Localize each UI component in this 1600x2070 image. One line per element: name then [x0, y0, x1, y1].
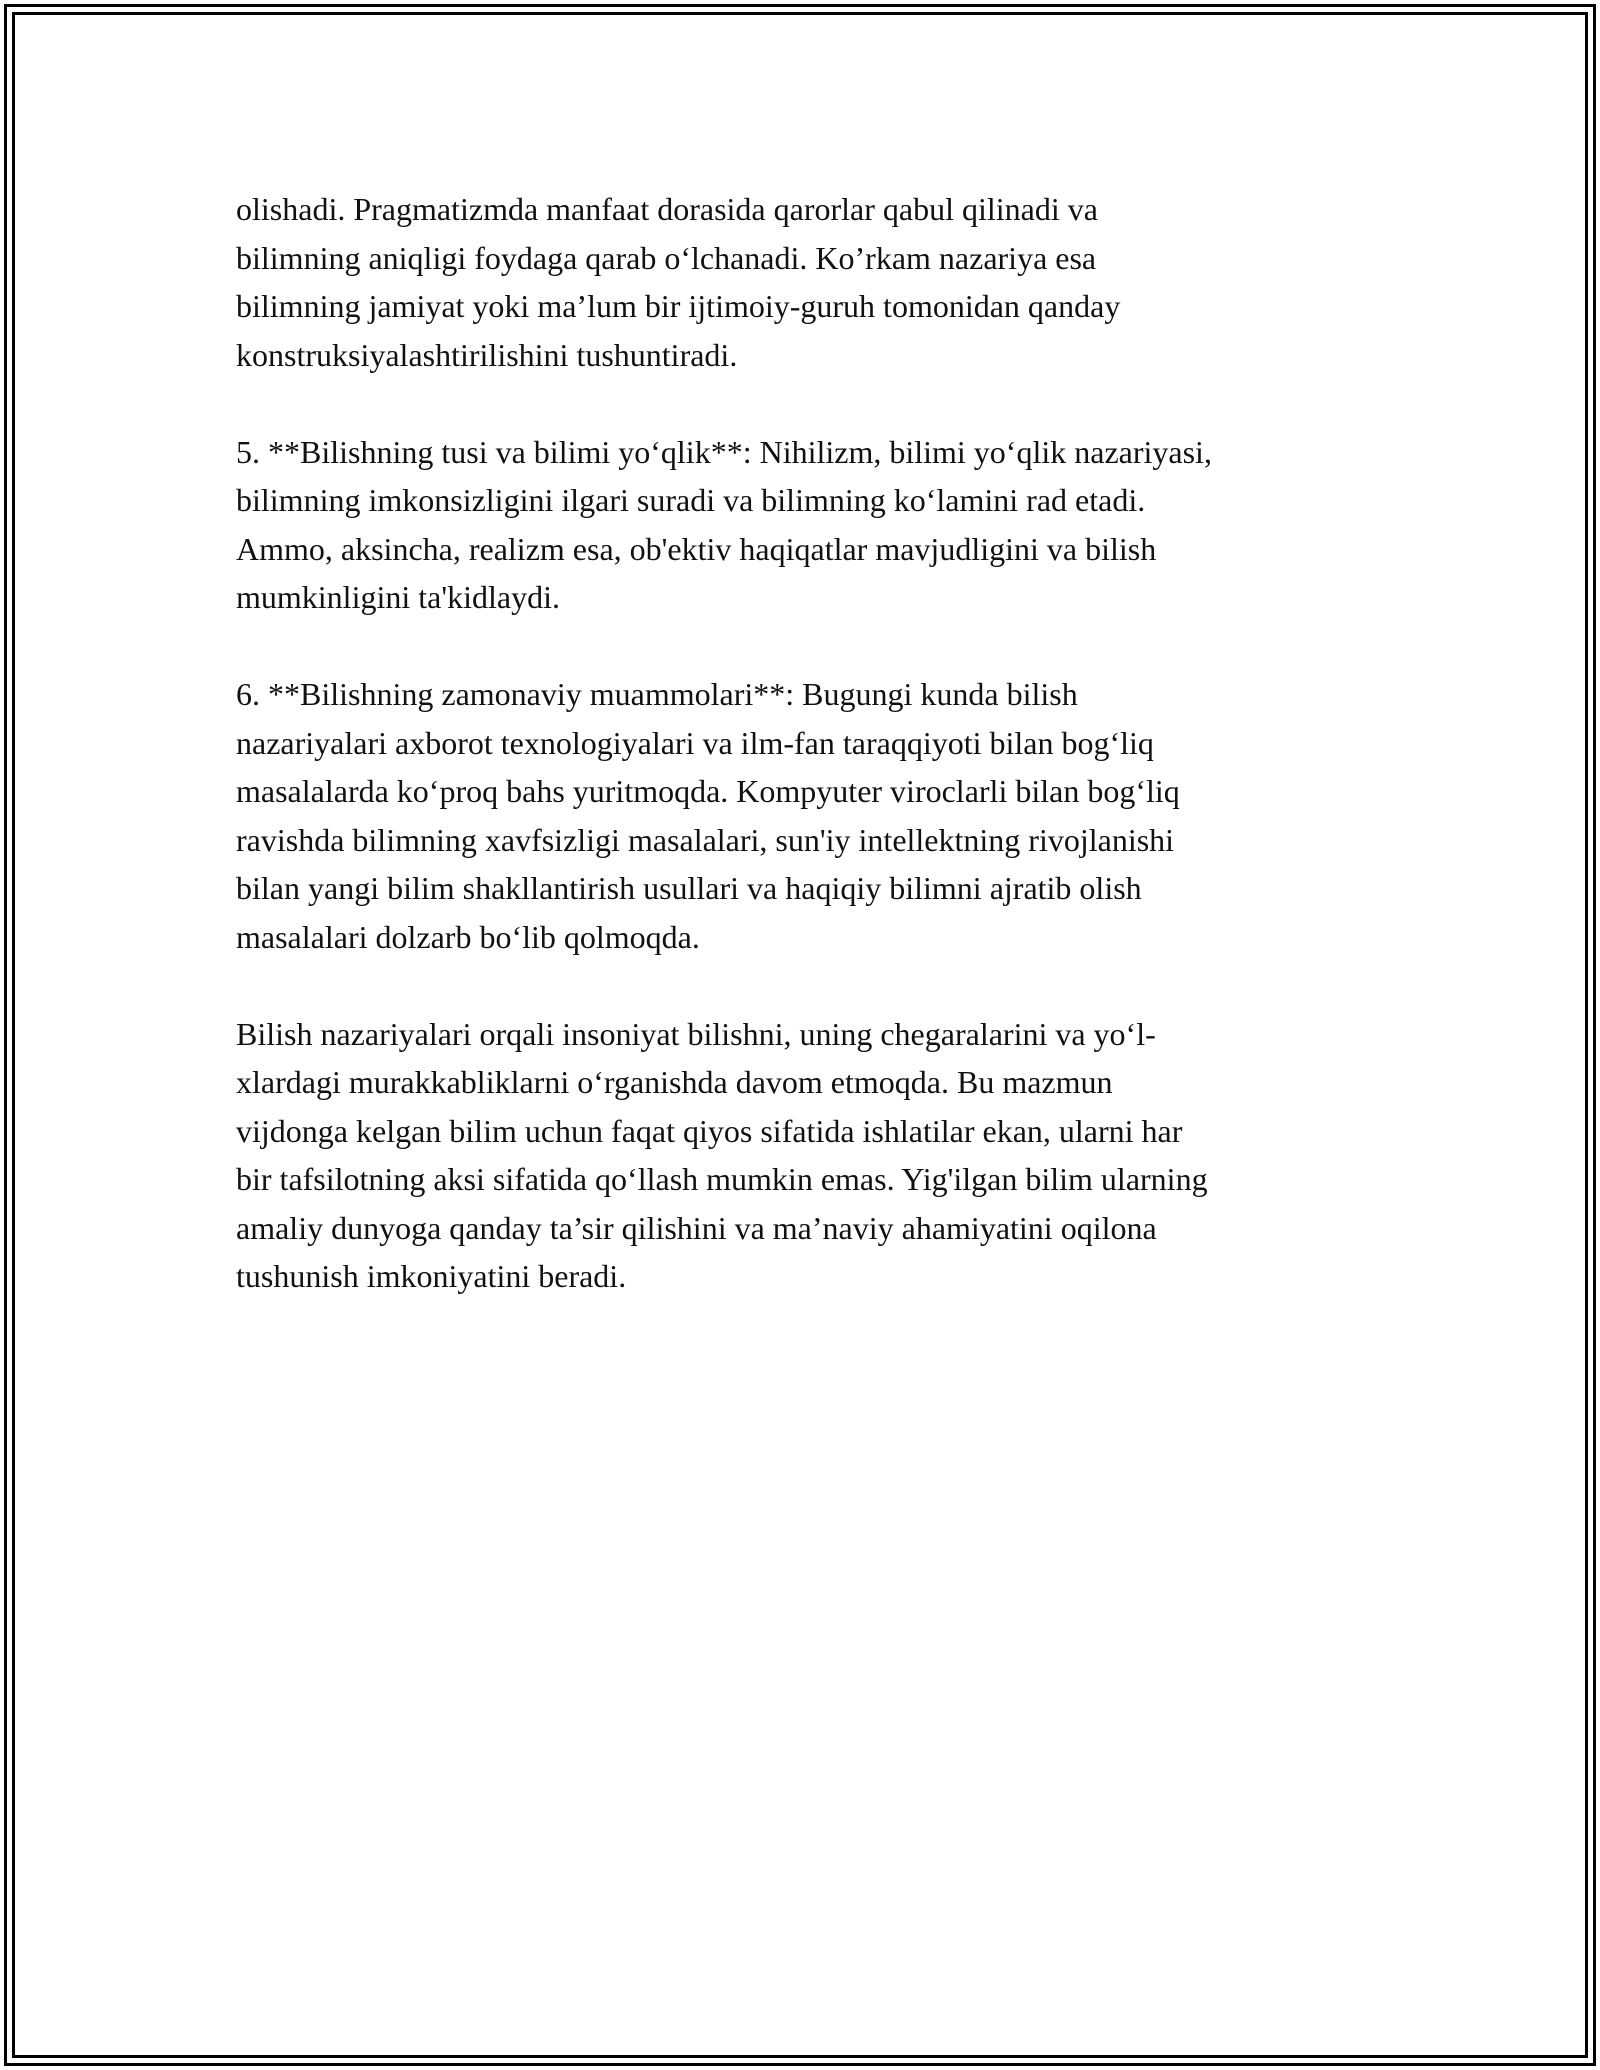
page-body: [236, 185, 1366, 1349]
paragraph-conclusion: Bilish nazariyalari orqali insoniyat bilishni, uning chegaralarini va yo‘l- xlardagi murakkabliklarni o‘rganishda davom etmoqda. Bu mazmun vijdonga kelgan bilim uchun faqat qiyos sifatida ishlatilar ekan, ularni har bir tafsilotning aksi sifatida qo‘llash mumkin emas. Yig'ilgan bilim ularning amaliy dunyoga qanday ta’sir qilishini va ma’naviy ahamiyatini oqilona tushunish imkoniyatini beradi.: [236, 1015, 1208, 1294]
paragraph-item-6-modern-problems: 6. **Bilishning zamonaviy muammolari**: Bugungi kunda bilish nazariyalari axborot texnologiyalari va ilm-fan taraqqiyoti bilan bog‘liq masalalarda ko‘proq bahs yuritmoqda. Kompyuter viroclarli bilan bog‘liq ravishda bilimning xavfsizligi masalalari, sun'iy intellektning rivojlanishi bilan yangi bilim shakllantirish usullari va haqiqiy bilimni ajratib olish masalalari dolzarb bo‘lib qolmoqda.: [236, 676, 1180, 955]
paragraph-item-5-nihilism: 5. **Bilishning tusi va bilimi yo‘qlik**: Nihilizm, bilimi yo‘qlik nazariyasi, bilimning imkonsizligini ilgari suradi va bilimning ko‘lamini rad etadi. Ammo, aksincha, realizm esa, ob'ektiv haqiqatlar mavjudligini va bilish mumkinligini ta'kidlaydi.: [236, 433, 1212, 615]
paragraph-pragmatism-continuation: olishadi. Pragmatizmda manfaat dorasida qarorlar qabul qilinadi va bilimning aniqligi foydaga qarab o‘lchanadi. Ko’rkam nazariya esa bilimning jamiyat yoki ma’lum bir ijtimoiy-guruh tomonidan qanday konstruksiyalashtirilishini tushuntiradi.: [236, 191, 1121, 373]
